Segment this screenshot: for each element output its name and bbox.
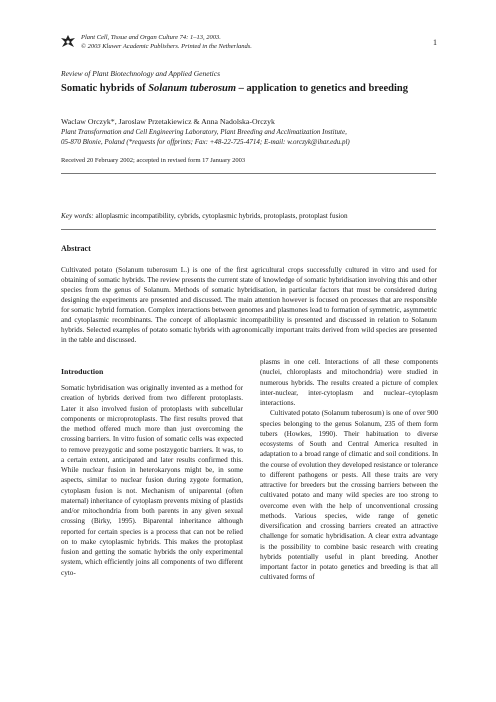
abstract-text: Cultivated potato (Solanum tuberosum L.) is one of the first agricultural crops successfully cultured in vitro and used for obtaining of somatic hybrids. The review presents the current state of knowledge of somatic hybridisation involving this and other species from the genus of Solanum. Methods of somatic hybridisation, in particular factors that must be considered during designing the experiments are presented and discussed. The main attention however is focused on processes that are responsible for somatic hybrid formation. Complex interactions between genomes and plasmones lead to formation of symmetric, asymmetric and cytoplasmic recombinants. The concept of alloplasmic incompatibility is presented and discussed in relation to Solanum hybrids. Selected examples of potato somatic hybrids with agronomically important traits derived from wild species are presented in the table and discussed. xyxy=(61,266,437,344)
intro-paragraph-2: plasms in one cell. Interactions of all these components (nuclei, chloroplasts and mitochondria) were studied in numerous hybrids. The results created a picture of complex inter-nuclear, inter-cytoplasm and nuclear–cytoplasm interactions. xyxy=(260,358,438,407)
intro-paragraph-3: Cultivated potato (Solanum tuberosum) is one of over 900 species belonging to the genus Solanum, 235 of them form tubers (Howkes, 1990). Their habituation to diverse ecosystems of South and Central America resulted in adaptation to a broad range of climatic and soil conditions. In the course of evolution they developed resistance or tolerance to different pathogens or pests. All these traits are very attractive for breeders but the crossing barriers between the cultivated potato and many wild species are too strong to overcome even with the help of unconventional crossing methods. Various species, wide range of genetic diversification and crossing barriers created an attractive challenge for somatic hybridisation. A clear extra advantage is the possibility to combine basic research with creating hybrids potentially useful in plant breeding. Another important factor in potato genetics and breeding is that all cultivated forms of xyxy=(260,409,438,582)
received-dates: Received 20 February 2002; accepted in revised form 17 January 2003 xyxy=(61,157,246,164)
affiliation xyxy=(61,127,451,147)
divider-keywords xyxy=(61,229,436,230)
article-title xyxy=(61,82,441,96)
title-pre: Somatic hybrids of xyxy=(61,83,149,94)
keywords-text: alloplasmic incompatibility, cybrids, cytoplasmic hybrids, protoplasts, protoplast fusion xyxy=(95,212,348,220)
affiliation-line-2: 05-870 Blonie, Poland (*requests for offprints; Fax: +48-22-725-4714; E-mail: w.orczyk@ihar.edu.pl) xyxy=(61,138,350,146)
journal-line: Plant Cell, Tissue and Organ Culture 74: 1–13, 2003. xyxy=(81,34,221,41)
body-column-right xyxy=(260,357,438,583)
author-list: Waclaw Orczyk*, Jaroslaw Przetakiewicz & Anna Nadolska-Orczyk xyxy=(61,117,275,126)
abstract-heading: Abstract xyxy=(61,244,91,253)
body-column-left xyxy=(61,383,243,578)
title-post: – application to genetics and breeding xyxy=(236,83,408,94)
publisher-logo-icon xyxy=(60,34,76,50)
title-species: Solanum tuberosum xyxy=(148,83,237,94)
introduction-heading: Introduction xyxy=(61,367,104,376)
keywords-label: Key words: xyxy=(61,212,94,220)
page-number: 1 xyxy=(433,38,437,47)
journal-citation xyxy=(81,33,252,51)
section-label: Review of Plant Biotechnology and Applied Genetics xyxy=(61,69,220,78)
affiliation-line-1: Plant Transformation and Cell Engineering Laboratory, Plant Breeding and Acclimatization Institute, xyxy=(61,128,347,136)
keywords xyxy=(61,212,441,220)
publisher-line: © 2003 Kluwer Academic Publishers. Printed in the Netherlands. xyxy=(81,43,252,50)
divider-top xyxy=(61,173,436,174)
intro-paragraph-1: Somatic hybridisation was originally invented as a method for creation of hybrids derived from two different protoplasts. Later it also involved fusion of protoplasts with subcellular components or microprotoplasts. The first results proved that the method offered much more than just overcoming the crossing barriers. In vitro fusion of somatic cells was expected to remove prezygotic and some postzygotic barriers. It was, to a certain extent, anticipated and later results confirmed this. While nuclear fusion in heterokaryons might be, in some aspects, similar to nuclear fusion during zygote formation, cytoplasm fusion is not. Mechanism of uniparental (often maternal) inheritance of cytoplasm prevents mixing of plastids and/or mitochondria from both parents in any given sexual crossing (Birky, 1995). Biparental inheritance although reported for certain species is a process that can not be relied on to make cytoplasmic hybrids. This makes the protoplast fusion and getting the somatic hybrids the only experimental system, which efficiently joins all components of two different cyto- xyxy=(61,384,243,577)
